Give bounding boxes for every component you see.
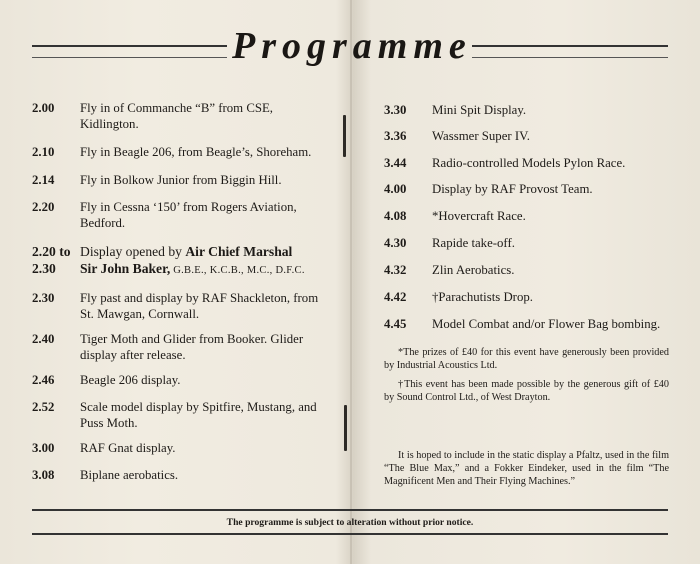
footer-disclaimer: The programme is subject to alteration without prior notice. [226, 517, 474, 528]
entry-description: *Hovercraft Race. [432, 209, 526, 223]
entry-time: 4.32 [384, 263, 407, 277]
entry-time: 3.36 [384, 129, 407, 143]
entry-time: 3.30 [384, 103, 407, 117]
schedule-entry [384, 316, 674, 332]
entry-description: Fly in Bolkow Junior from Biggin Hill. [80, 173, 282, 187]
schedule-entry [32, 100, 322, 132]
schedule-entry [384, 155, 674, 171]
entry-description: Mini Spit Display. [432, 103, 527, 117]
entry-time: 2.00 [32, 101, 55, 115]
entry-time: 3.00 [32, 441, 55, 455]
entry-time: 2.10 [32, 145, 55, 159]
schedule-entry [384, 102, 674, 118]
note-hovercraft: *The prizes of £40 for this event have generously been provided by Industrial Acoustics Ltd. [384, 347, 669, 371]
entry-time-end: 2.30 [32, 261, 56, 276]
entry-dignitary-name: Sir John Baker, [80, 261, 171, 276]
page-title: Programme [232, 25, 472, 67]
entry-time: 4.30 [384, 236, 407, 250]
entry-description: RAF Gnat display. [80, 441, 176, 455]
schedule-entry [32, 399, 322, 431]
schedule-entry [32, 440, 322, 456]
entry-time: 4.45 [384, 317, 407, 331]
schedule-entry [32, 467, 322, 483]
entry-description: Display by RAF Provost Team. [432, 182, 593, 196]
note-static-display: It is hoped to include in the static display a Pfaltz, used in the film “The Blue Max,” and a Fokker Eindeker, used in the film “The Magnificent Men and Their Flying Machines.” [384, 450, 669, 487]
schedule-entry [384, 128, 674, 144]
schedule-entry [32, 172, 322, 188]
entry-description: Fly past and display by RAF Shackleton, from St. Mawgan, Cornwall. [80, 291, 319, 321]
entry-description: Fly in of Commanche “B” from CSE, Kidlington. [80, 101, 273, 131]
entry-time: 2.20 [32, 200, 55, 214]
entry-time: 2.14 [32, 173, 55, 187]
schedule-entry [32, 331, 322, 363]
schedule-entry [384, 289, 674, 305]
footer-rule-top [32, 509, 668, 511]
entry-description: Fly in Cessna ‘150’ from Rogers Aviation, Bedford. [80, 200, 297, 230]
entry-description: Wassmer Super IV. [432, 129, 530, 143]
entry-description: Biplane aerobatics. [80, 468, 179, 482]
entry-description: Zlin Aerobatics. [432, 263, 515, 277]
entry-description: †Parachutists Drop. [432, 290, 533, 304]
entry-time: 3.08 [32, 468, 55, 482]
entry-description: Fly in Beagle 206, from Beagle’s, Shoreham. [80, 145, 312, 159]
staple-top [343, 115, 346, 157]
schedule-entry [384, 181, 674, 197]
entry-time: 2.20 to [32, 244, 71, 259]
note-parachute: †This event has been made possible by the generous gift of £40 by Sound Control Ltd., of West Drayton. [384, 379, 669, 403]
schedule-entry [32, 372, 322, 388]
entry-description: Beagle 206 display. [80, 373, 181, 387]
schedule-entry [32, 144, 322, 160]
staple-bottom [344, 405, 347, 451]
entry-time: 4.00 [384, 182, 407, 196]
schedule-entry-opening [32, 243, 322, 279]
entry-time: 2.46 [32, 373, 55, 387]
entry-description: Radio-controlled Models Pylon Race. [432, 156, 626, 170]
schedule-entry [384, 262, 674, 278]
schedule-entry [32, 290, 322, 322]
entry-description: Display opened by [80, 244, 186, 259]
schedule-entry [384, 208, 674, 224]
entry-time: 4.42 [384, 290, 407, 304]
entry-time: 3.44 [384, 156, 407, 170]
page-fold [350, 0, 352, 564]
schedule-entry [32, 199, 322, 231]
entry-time: 4.08 [384, 209, 407, 223]
entry-dignitary-honours: G.B.E., K.C.B., M.C., D.F.C. [170, 265, 305, 276]
header-rule-left [32, 45, 227, 58]
entry-time: 2.52 [32, 400, 55, 414]
entry-description: Scale model display by Spitfire, Mustang, and Puss Moth. [80, 400, 317, 430]
footer-rule-bottom [32, 533, 668, 535]
entry-description: Model Combat and/or Flower Bag bombing. [432, 317, 661, 331]
entry-description: Rapide take-off. [432, 236, 515, 250]
schedule-entry [384, 235, 674, 251]
entry-time: 2.40 [32, 332, 55, 346]
header-rule-right [472, 45, 668, 58]
entry-dignitary-rank: Air Chief Marshal [185, 244, 293, 259]
entry-time: 2.30 [32, 291, 55, 305]
entry-description: Tiger Moth and Glider from Booker. Glider display after release. [80, 332, 304, 362]
